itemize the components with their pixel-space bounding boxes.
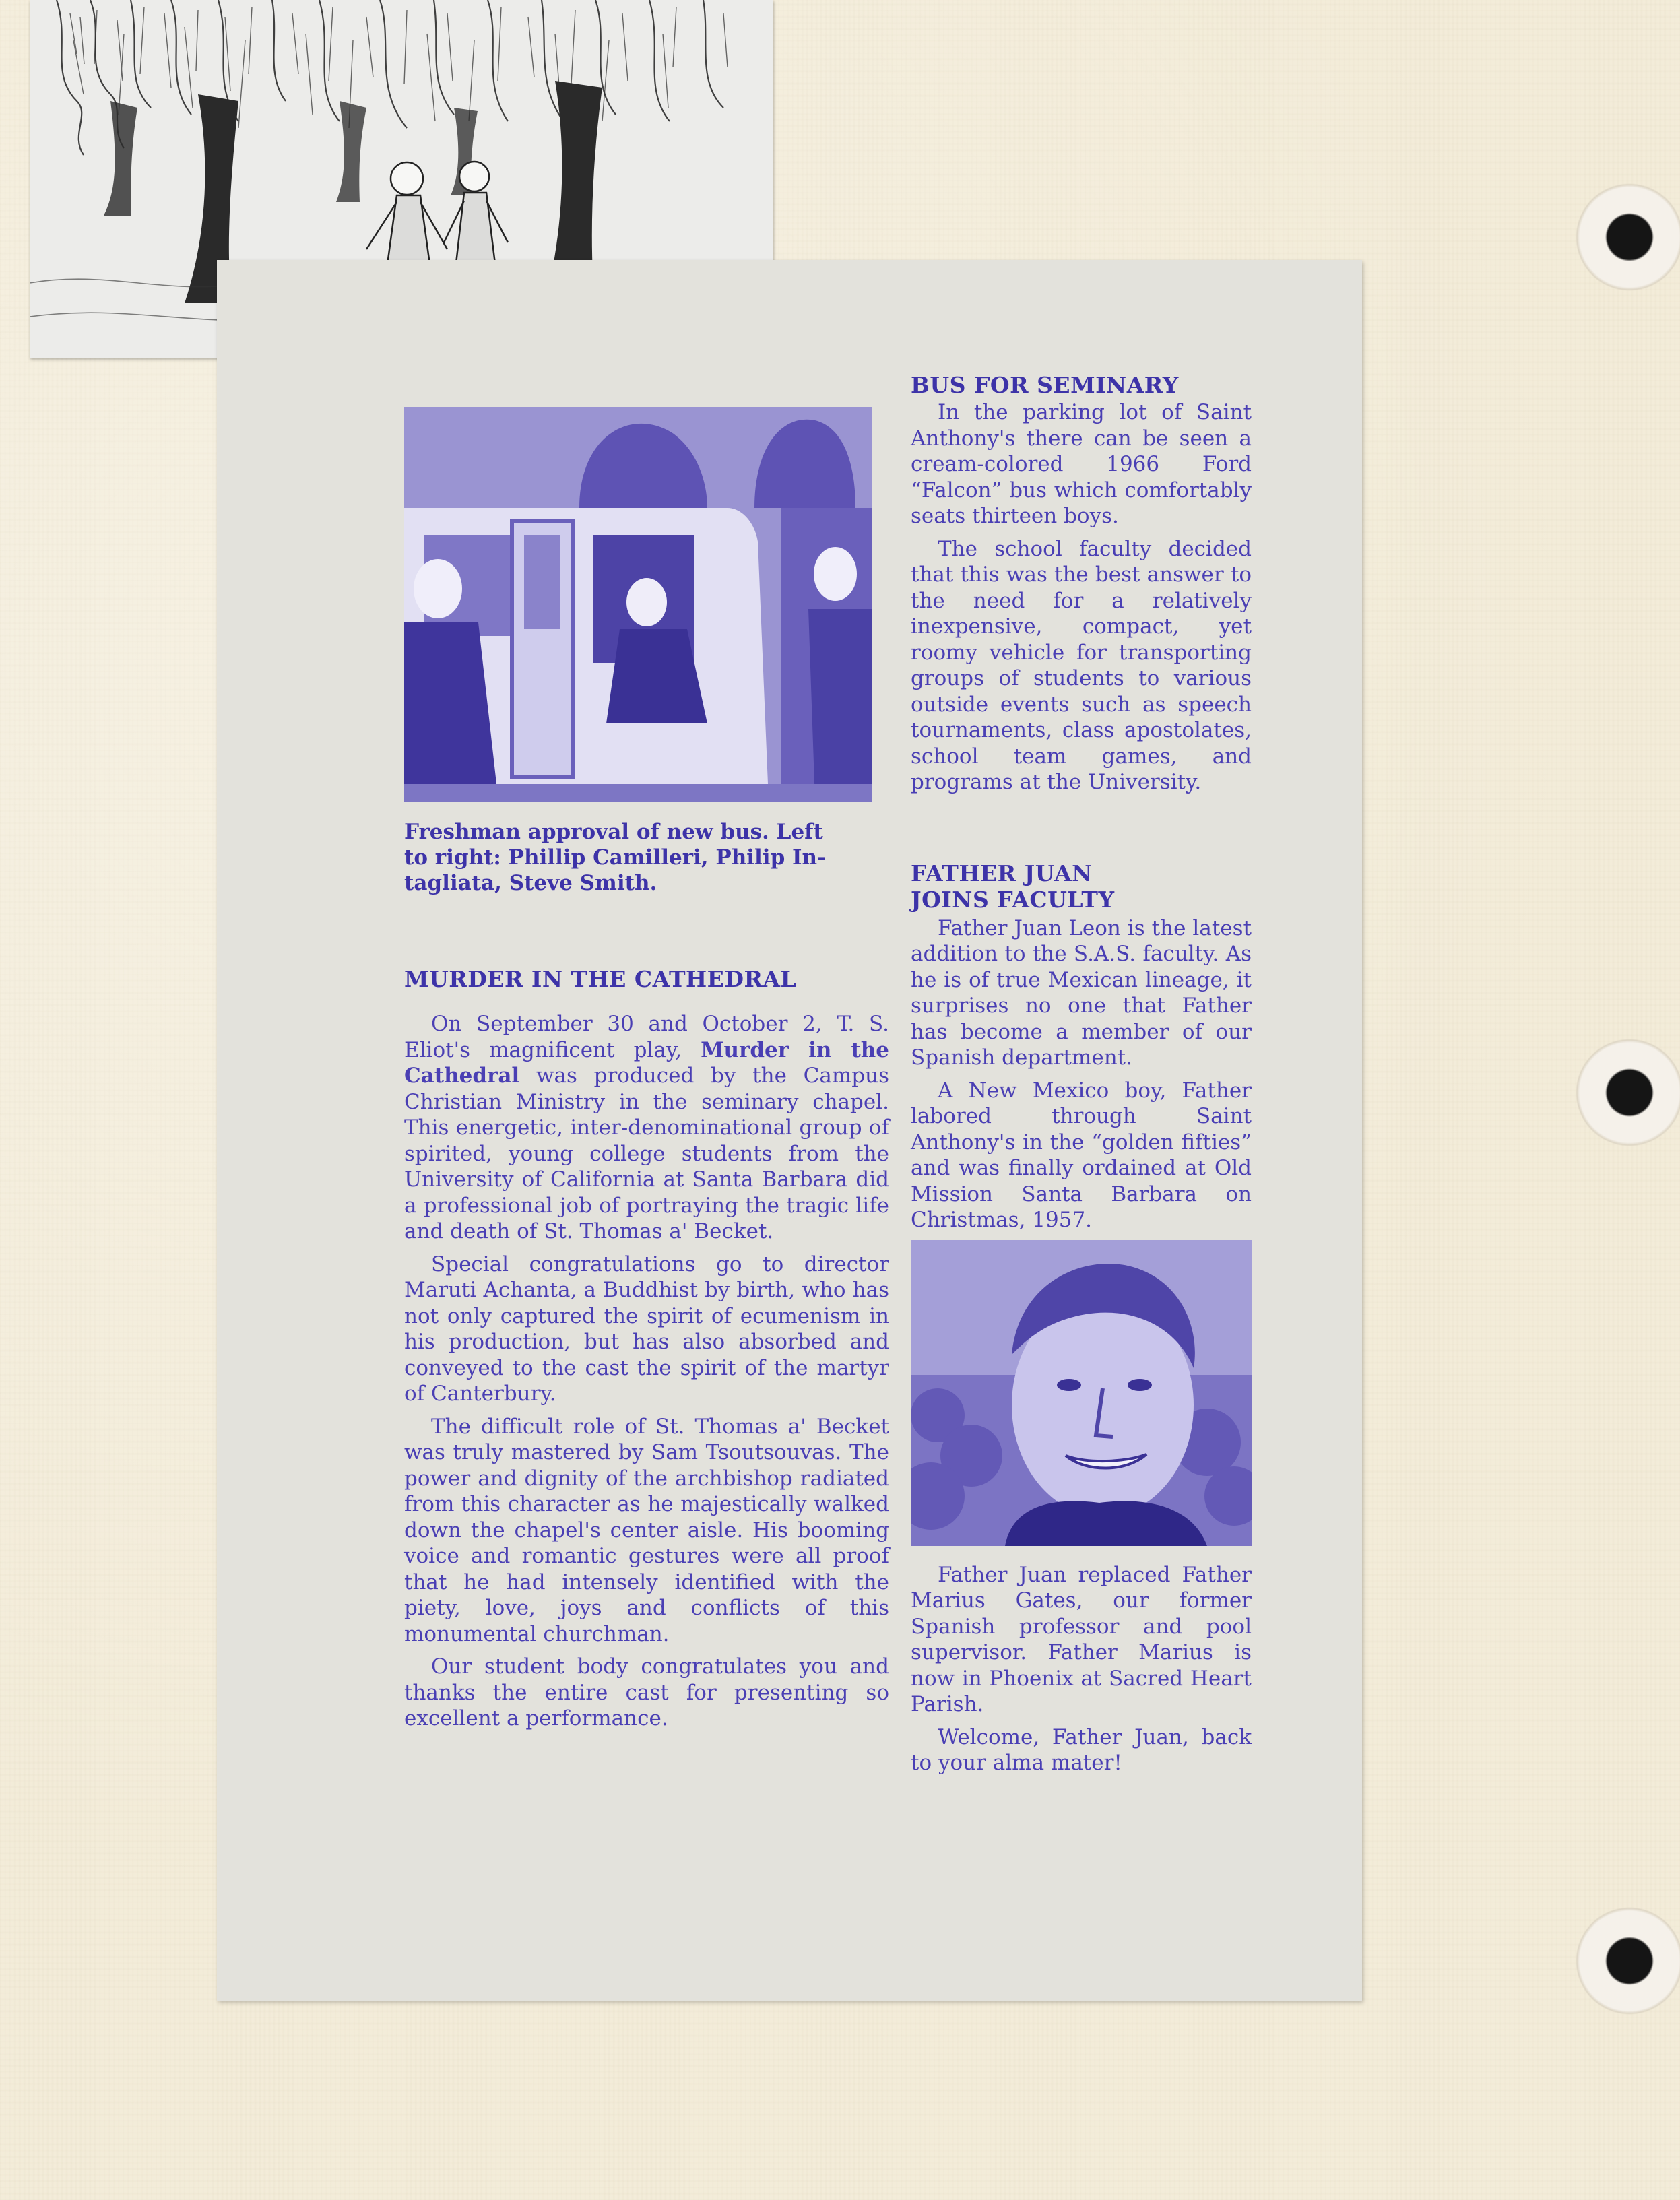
- father-juan-portrait: [911, 1240, 1252, 1546]
- murder-p1-before: On September 30 and October 2, T. S. Eliot's magnificent play,: [404, 1012, 889, 1062]
- juan-paragraph-3: Father Juan replaced Father Marius Gates, our former Spanish professor and pool supervisor. Father Marius is now in Phoenix at Sacred Heart Parish.: [911, 1562, 1252, 1716]
- caption-line: tagliata, Steve Smith.: [404, 871, 657, 895]
- caption-line: to right: Phillip Camilleri, Philip In-: [404, 845, 826, 870]
- juan-paragraph-4: Welcome, Father Juan, back to your alma mater!: [911, 1724, 1252, 1775]
- caption-line: Freshman approval of new bus. Left: [404, 820, 823, 844]
- bus-photo-caption: [404, 819, 889, 896]
- binder-hole-top: [1576, 183, 1680, 291]
- murder-paragraph-4: Our student body congratulates you and thanks the entire cast for presenting so excellent a performance.: [404, 1654, 889, 1730]
- juan-heading-line-2: JOINS FACULTY: [911, 886, 1115, 913]
- murder-heading: MURDER IN THE CATHEDRAL: [404, 966, 797, 992]
- bus-heading: BUS FOR SEMINARY: [911, 372, 1179, 398]
- bus-photo-image: [404, 407, 872, 802]
- binder-hole-bottom: [1576, 1907, 1680, 2015]
- left-column: [404, 407, 889, 1732]
- murder-paragraph-2: Special congratulations go to director Maruti Achanta, a Buddhist by birth, who has not only captured the spirit of ecumenism in his production, but has also absorbed and conveyed to the cast the spirit of the martyr of Canterbury.: [404, 1252, 889, 1406]
- murder-paragraph-3: The difficult role of St. Thomas a' Becket was truly mastered by Sam Tsoutsouvas. The power and dignity of the archbishop radiated from this character as he majestically walked down the chapel's center aisle. His booming voice and romantic gestures were all proof that he had intensely identified with the piety, love, joys and conflicts of this monumental churchman.: [404, 1414, 889, 1646]
- bus-paragraph-1: In the parking lot of Saint Anthony's there can be seen a cream-colored 1966 Ford “Falcon” bus which comfortably seats thirteen boys.: [911, 400, 1252, 528]
- binder-hole-middle: [1576, 1039, 1680, 1146]
- bus-paragraph-2: The school faculty decided that this was the best answer to the need for a relatively inexpensive, compact, yet roomy vehicle for transporting groups of students to various outside events such as speech tournaments, class apostolates, school team games, and programs at the University.: [911, 536, 1252, 794]
- right-column: [911, 372, 1252, 1776]
- juan-article: [911, 860, 1252, 1776]
- murder-article: [404, 966, 889, 1732]
- juan-paragraph-2: A New Mexico boy, Father labored through Saint Anthony's in the “golden fifties” and was finally ordained at Old Mission Santa Barbara on Christmas, 1957.: [911, 1078, 1252, 1232]
- bus-photo: [404, 407, 872, 802]
- juan-heading-line-1: FATHER JUAN: [911, 860, 1093, 886]
- murder-p1-after: was produced by the Campus Christian Ministry in the seminary chapel. This energetic, inter-denominational group of spirited, young college students from the University of California at Santa Barbara did a professional job of portraying the tragic life and death of St. Thomas a' Becket.: [404, 1064, 889, 1243]
- newspaper-clipping: [217, 260, 1362, 2001]
- father-juan-photo: [911, 1240, 1252, 1546]
- bus-article: [911, 372, 1252, 796]
- play-title: Murder in the Cathedral: [404, 1037, 889, 1088]
- murder-paragraph-1: [404, 1011, 889, 1245]
- juan-paragraph-1: Father Juan Leon is the latest addition to the S.A.S. faculty. As he is of true Mexican lineage, it surprises no one that Father has become a member of our Spanish department.: [911, 915, 1252, 1070]
